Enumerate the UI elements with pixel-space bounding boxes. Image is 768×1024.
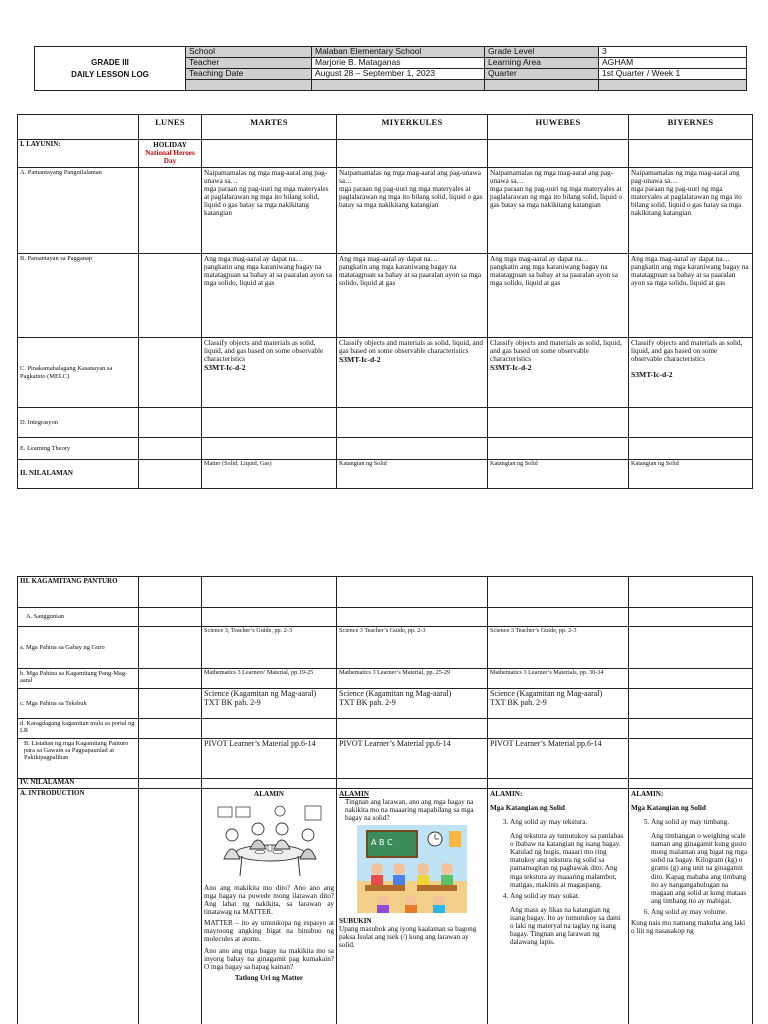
- row-label-listahan: B. Listahan ng mga Kagamitang Panturo para sa Gawain sa Pagpapaunlad at Pakikipagpalihan: [18, 739, 139, 779]
- nilalaman-thu: Katangian ng Solid: [488, 460, 629, 489]
- cell: [139, 689, 202, 719]
- intro-wed: [337, 789, 488, 1024]
- pivot-thu: PIVOT Learner’s Material pp.6-14: [488, 739, 629, 779]
- intro-tue-p1: Ano ang makikita mo dito? Ano ano ang mga bagay na puwede mong ilarawan dito? Ang lahat ng nakikita, sa larawan ay tinatawag na MATTER.: [204, 884, 334, 917]
- intro-heading: ALAMIN:: [490, 790, 523, 798]
- quarter-value: 1st Quarter / Week 1: [599, 69, 747, 80]
- cell: [629, 669, 753, 689]
- intro-wed-p2: Upang masubok ang iyong kaalaman sa bagong paksa Isulat ang tsek (/) kung ang larawan ay solid.: [339, 925, 477, 950]
- date-label: Teaching Date: [186, 69, 312, 80]
- cell: [202, 608, 337, 627]
- row-label-intro: A. INTRODUCTION: [18, 789, 139, 1024]
- row-label-nilalaman2: IV. NILALAMAN: [18, 779, 139, 789]
- cell: [202, 779, 337, 789]
- row-label-sanggunian: A. Sanggunian: [18, 608, 139, 627]
- intro-heading: ALAMIN: [339, 790, 369, 798]
- cell: [202, 577, 337, 608]
- melc-wed: [337, 338, 488, 408]
- item-text: Ang tekstura ay tumutukoy sa panlabas o ibabaw na katangian ng isang bagay. Katulad ng hugis, maaari mo ring matukoy ang tekstura ng solid sa pamamagitan ng paghawak dito. Ang mga tekstura ay maaaring malambot, matigas, makinis at magaspang.: [510, 832, 624, 889]
- intro-tue: [202, 789, 337, 1024]
- date-value: August 28 – September 1, 2023: [312, 69, 485, 80]
- nilalaman-tue: Matter (Solid, Liquid, Gas): [202, 460, 337, 489]
- header-empty-4: [599, 80, 747, 91]
- intro-heading: ALAMIN:: [631, 790, 664, 798]
- melc-text: Classify objects and materials as solid, liquid, and gas based on some observable characteristics: [631, 339, 743, 364]
- holiday-label: HOLIDAY: [153, 141, 187, 149]
- intro-wed-p1: Tingnan ang larawan, ano ang mga bagay na nakikita mo na maaaring mapabilang sa mga bagay na solid?: [345, 798, 474, 823]
- pivot-tue: PIVOT Learner’s Material pp.6-14: [202, 739, 337, 779]
- melc-tue: [202, 338, 337, 408]
- pamantayang-fri: Naipamamalas ng mga mag-aaral ang pag-unawa sa… mga paraan ng pag-uuri ng mga materyales at paglalarawan ng mga ito bilang solid, liquid o gas batay sa mga nakikitang katangian: [629, 168, 753, 254]
- row-label-gabay: a. Mga Pahina sa Gabay ng Guro: [18, 627, 139, 669]
- cell: [139, 338, 202, 408]
- cell: [488, 140, 629, 168]
- row-label-nilalaman: II. NILALAMAN: [18, 460, 139, 489]
- school-value: Malaban Elementary School: [312, 47, 485, 58]
- area-label: Learning Area: [485, 58, 599, 69]
- area-value: AGHAM: [599, 58, 747, 69]
- cell: [202, 719, 337, 739]
- row-label-karagdagang: d. Karagdagang kagamitan mula sa portal ng LR: [18, 719, 139, 739]
- pagganap-fri: Ang mga mag-aaral ay dapat na… pangkatin ang mga karaniwang bagay na matatagpuan sa bahay at sa paaralan ayon sa mga solido, liquid at gas: [629, 254, 753, 338]
- intro-thu-sub: Mga Katangian ng Solid: [490, 804, 565, 813]
- melc-code: S3MT-Ic-d-2: [490, 363, 532, 373]
- cell: [337, 779, 488, 789]
- intro-tue-p2: MATTER – ito ay umuukopa ng espasyo at mayroong angking bigat na binubuo ng molecules at atoms.: [204, 919, 334, 944]
- classroom-illustration: [357, 825, 467, 913]
- cell: [629, 689, 753, 719]
- cell: [629, 140, 753, 168]
- day-header: BIYERNES: [629, 115, 753, 140]
- lesson-table-materials: [17, 576, 753, 1024]
- intro-tue-p3: Ano ano ang mga bagay na makikita mo sa inyong bahay na ginagamit pag kumakain? O mga bagay sa hapag kainan?: [204, 946, 334, 971]
- cell: [629, 408, 753, 438]
- pagganap-wed: Ang mga mag-aaral ay dapat na… pangkatin ang mga karaniwang bagay na matatagpuan sa bahay at sa paaralan ayon sa mga solido, liquid at gas: [337, 254, 488, 338]
- item-title: Ang solid ay may sukat.: [510, 891, 580, 900]
- cell: [202, 140, 337, 168]
- item-title: Ang solid ay may volume.: [651, 907, 728, 916]
- cell: [629, 719, 753, 739]
- cell: [139, 438, 202, 460]
- cell: [202, 408, 337, 438]
- cell: [488, 577, 629, 608]
- row-label-melc: C. Pinakamahalagang Kasanayan sa Pagkatuto (MELC): [18, 338, 139, 408]
- row-label-integrasyon: D. Integrasyon: [18, 408, 139, 438]
- pamantayang-tue: Naipamamalas ng mga mag-aaral ang pag-unawa sa… mga paraan ng pag-uuri ng mga materyales at paglalarawan ng mga ito bilang solid, liquid o gas batay sa mga nakikitang katangian: [202, 168, 337, 254]
- school-label: School: [186, 47, 312, 58]
- cell: [139, 627, 202, 669]
- row-label-theory: E. Learning Theory: [18, 438, 139, 460]
- melc-fri: [629, 338, 753, 408]
- intro-tue-p4: Tatlong Uri ng Matter: [234, 973, 304, 982]
- item-text: Ang mass ay likas na katangian ng isang bagay. Ito ay tumutukoy sa dami o laki ng materyal na taglay ng isang bagay. Tingnan ang larawan ng dalawang lapis.: [510, 905, 621, 946]
- cell: [337, 140, 488, 168]
- grade-value: 3: [599, 47, 747, 58]
- log-title: [35, 47, 186, 91]
- teksbuk-tue: Science (Kagamitan ng Mag-aaral) TXT BK pah. 2-9: [202, 689, 337, 719]
- cell: [139, 460, 202, 489]
- list-item: [651, 818, 750, 905]
- cell: [337, 408, 488, 438]
- list-item: [510, 818, 626, 889]
- svg-text:A B C: A B C: [371, 838, 393, 848]
- melc-code: S3MT-Ic-d-2: [339, 355, 381, 365]
- intro-thu: [488, 789, 629, 1024]
- melc-text: Classify objects and materials as solid, liquid, and gas based on some observable characteristics: [339, 339, 483, 356]
- row-label-layunin: I. LAYUNIN:: [18, 140, 139, 168]
- pamantayang-thu: Naipamamalas ng mga mag-aaral ang pag-unawa sa… mga paraan ng pag-uuri ng mga materyales at paglalarawan ng mga ito bilang solid, liquid o gas batay sa mga nakikitang katangian: [488, 168, 629, 254]
- row-label-teksbuk: c. Mga Pahina sa Teksbuk: [18, 689, 139, 719]
- lm-thu: Mathematics 3 Learner’s Materials, pp. 30-34: [488, 669, 629, 689]
- cell: [139, 739, 202, 779]
- day-header: LUNES: [139, 115, 202, 140]
- row-label-pamantayang: A. Pamantayang Pangnilalaman: [18, 168, 139, 254]
- cell: [488, 779, 629, 789]
- row-label-pagganap: B. Pamantayan sa Pagganap: [18, 254, 139, 338]
- cell: [629, 739, 753, 779]
- list-item: [510, 892, 626, 946]
- cell: [139, 408, 202, 438]
- row-label-kagamitan: III. KAGAMITANG PANTURO: [18, 577, 139, 608]
- header-empty-1: [186, 80, 312, 91]
- teksbuk-wed: Science (Kagamitan ng Mag-aaral) TXT BK pah. 2-9: [337, 689, 488, 719]
- cell: [202, 438, 337, 460]
- melc-code: S3MT-Ic-d-2: [204, 363, 246, 373]
- cell: [629, 779, 753, 789]
- family-dining-illustration: [210, 801, 328, 881]
- grade-title: GRADE III: [91, 58, 129, 68]
- holiday-cell: [139, 140, 202, 168]
- item-text: Ang timbangan o weighing scale naman ang ginagamit kung gusto mong malaman ang bigat ng mga solid na bagay. Kilogram (kg) o grams (g) ang unit na ginagamit dito. Kapag mababa ang timbang ito ay nangangahulugan na magaan ang solid at kung mataas ang timbang ito ay mabigat.: [651, 832, 748, 905]
- holiday-name: National Heroes Day: [145, 149, 195, 166]
- list-item: [651, 908, 750, 916]
- cell: [337, 608, 488, 627]
- intro-fri-sub: Mga Katangian ng Solid: [631, 804, 706, 813]
- header-table: [34, 46, 747, 91]
- pagganap-tue: Ang mga mag-aaral ay dapat na… pangkatin ang mga karaniwang bagay na matatagpuan sa bahay at sa paaralan ayon sa mga solido, liquid at gas: [202, 254, 337, 338]
- cell: [629, 608, 753, 627]
- corner-cell: [18, 115, 139, 140]
- cell: [629, 438, 753, 460]
- teksbuk-thu: Science (Kagamitan ng Mag-aaral) TXT BK pah. 2-9: [488, 689, 629, 719]
- melc-text: Classify objects and materials as solid, liquid, and gas based on some observable characteristics: [490, 339, 622, 364]
- gabay-thu: Science 3 Teacher’s Guide, pp. 2-3: [488, 627, 629, 669]
- row-label-kagamitang-mag: b. Mga Pahina sa Kagamitang Pang-Mag-aaral: [18, 669, 139, 689]
- cell: [488, 438, 629, 460]
- header-empty-2: [312, 80, 485, 91]
- cell: [337, 438, 488, 460]
- day-header: MIYERKULES: [337, 115, 488, 140]
- melc-code: S3MT-Ic-d-2: [631, 370, 673, 380]
- quarter-label: Quarter: [485, 69, 599, 80]
- cell: [139, 254, 202, 338]
- cell: [488, 608, 629, 627]
- melc-text: Classify objects and materials as solid, liquid, and gas based on some observable characteristics: [204, 339, 324, 364]
- item-title: Ang solid ay may timbang.: [651, 818, 730, 827]
- intro-heading: ALAMIN: [254, 790, 284, 798]
- item-title: Ang solid ay may tekstura.: [510, 818, 588, 827]
- cell: [139, 669, 202, 689]
- teacher-value: Marjorie B. Mataganas: [312, 58, 485, 69]
- lm-tue: Mathematics 3 Learners’ Material, pp.19-25: [202, 669, 337, 689]
- teacher-label: Teacher: [186, 58, 312, 69]
- cell: [337, 719, 488, 739]
- melc-thu: [488, 338, 629, 408]
- day-header: HUWEBES: [488, 115, 629, 140]
- gabay-tue: Science 3, Teacher’s Guide, pp. 2-3: [202, 627, 337, 669]
- intro-fri-p: Kung nais mo namang makuha ang laki o liit ng nasasakop ng: [631, 918, 746, 935]
- cell: [488, 719, 629, 739]
- intro-fri: [629, 789, 753, 1024]
- pamantayang-wed: Naipamamalas ng mga mag-aaral ang pag-unawa sa… mga paraan ng pag-uuri ng mga materyales at paglalarawan ng mga ito bilang solid, liquid o gas batay sa mga nakikitang katangian: [337, 168, 488, 254]
- log-subtitle: DAILY LESSON LOG: [71, 69, 149, 79]
- cell: [139, 577, 202, 608]
- nilalaman-fri: Katangian ng Solid: [629, 460, 753, 489]
- nilalaman-wed: Katangian ng Solid: [337, 460, 488, 489]
- intro-wed-sub: SUBUKIN: [339, 917, 372, 926]
- cell: [139, 789, 202, 1024]
- cell: [139, 608, 202, 627]
- lesson-table-objectives: [17, 114, 753, 489]
- cell: [139, 168, 202, 254]
- fri-property-list: [631, 818, 750, 916]
- cell: [488, 408, 629, 438]
- header-empty-3: [485, 80, 599, 91]
- cell: [629, 577, 753, 608]
- gabay-wed: Science 3 Teacher’s Guide, pp. 2-3: [337, 627, 488, 669]
- cell: [139, 719, 202, 739]
- grade-label: Grade Level: [485, 47, 599, 58]
- pivot-wed: PIVOT Learner’s Material pp.6-14: [337, 739, 488, 779]
- lm-wed: Mathematics 3 Learner’s Material, pp. 25-29: [337, 669, 488, 689]
- cell: [629, 627, 753, 669]
- cell: [337, 577, 488, 608]
- cell: [139, 779, 202, 789]
- thu-property-list: [490, 818, 626, 946]
- day-header: MARTES: [202, 115, 337, 140]
- pagganap-thu: Ang mga mag-aaral ay dapat na… pangkatin ang mga karaniwang bagay na matatagpuan sa bahay at sa paaralan ayon sa mga solido, liquid at gas: [488, 254, 629, 338]
